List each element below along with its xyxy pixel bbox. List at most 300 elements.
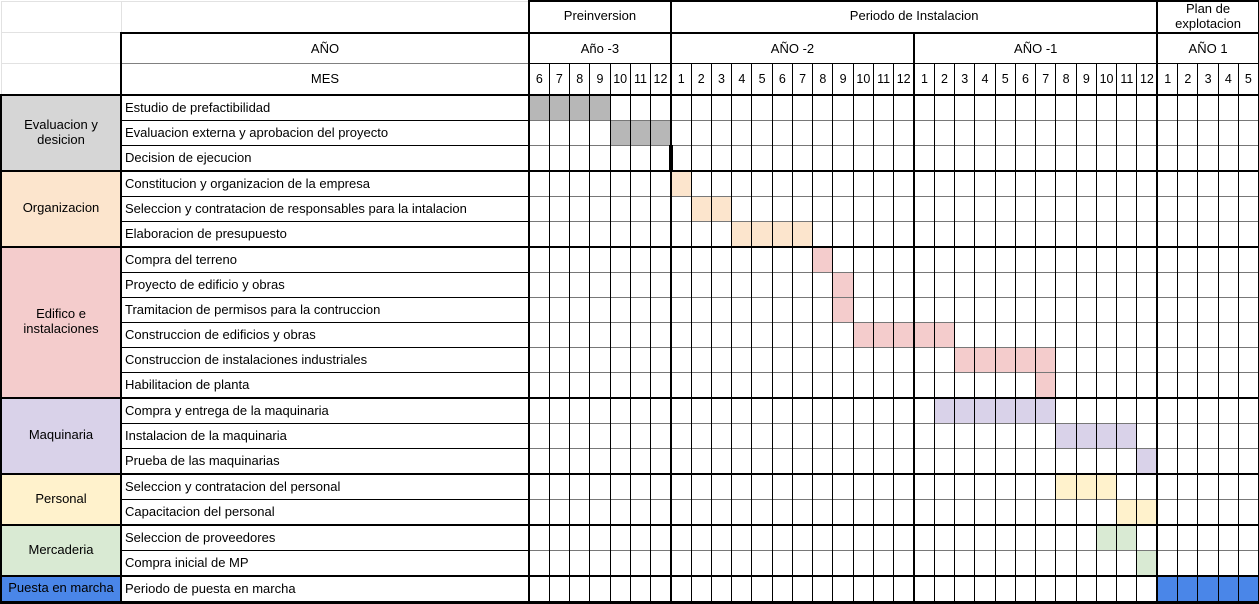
grid-cell	[772, 576, 792, 603]
grid-cell	[711, 550, 731, 576]
grid-cell	[691, 398, 711, 424]
grid-cell	[833, 372, 853, 398]
grid-cell	[1015, 120, 1035, 145]
grid-cell	[975, 297, 995, 322]
grid-cell	[711, 322, 731, 347]
grid-cell	[711, 525, 731, 551]
month-header: 9	[1076, 63, 1096, 95]
grid-cell	[1036, 297, 1056, 322]
grid-cell	[1218, 372, 1238, 398]
gantt-bar-cell	[691, 196, 711, 221]
year-header: Año -3	[529, 33, 671, 64]
grid-cell	[1036, 550, 1056, 576]
grid-cell	[732, 448, 752, 474]
month-header: 12	[894, 63, 914, 95]
grid-cell	[590, 221, 610, 247]
grid-cell	[772, 297, 792, 322]
grid-cell	[1015, 550, 1035, 576]
gantt-bar-cell	[1096, 525, 1116, 551]
grid-cell	[1036, 145, 1056, 171]
grid-cell	[590, 499, 610, 525]
grid-cell	[651, 423, 671, 448]
grid-cell	[995, 196, 1015, 221]
grid-cell	[732, 576, 752, 603]
grid-cell	[1117, 95, 1137, 121]
grid-cell	[610, 474, 630, 500]
grid-cell	[1036, 272, 1056, 297]
grid-cell	[610, 372, 630, 398]
grid-cell	[874, 297, 894, 322]
grid-cell	[914, 145, 934, 171]
grid-cell	[874, 171, 894, 197]
grid-cell	[833, 322, 853, 347]
grid-cell	[975, 247, 995, 273]
grid-cell	[711, 247, 731, 273]
grid-cell	[1096, 120, 1116, 145]
grid-cell	[792, 474, 812, 500]
grid-cell	[630, 171, 650, 197]
grid-cell	[1076, 550, 1096, 576]
grid-cell	[874, 423, 894, 448]
month-header: 9	[833, 63, 853, 95]
month-header: 5	[995, 63, 1015, 95]
gantt-bar-cell	[1117, 499, 1137, 525]
grid-cell	[1096, 171, 1116, 197]
grid-cell	[1056, 499, 1076, 525]
grid-cell	[894, 525, 914, 551]
grid-cell	[732, 550, 752, 576]
grid-cell	[529, 120, 549, 145]
gantt-bar-cell	[813, 247, 833, 273]
grid-cell	[894, 120, 914, 145]
grid-cell	[1137, 576, 1157, 603]
grid-cell	[1036, 576, 1056, 603]
grid-cell	[570, 221, 590, 247]
gantt-bar-cell	[1178, 576, 1198, 603]
grid-cell	[1117, 247, 1137, 273]
grid-cell	[1157, 120, 1177, 145]
grid-cell	[1117, 221, 1137, 247]
category-cell: Edifico e instalaciones	[1, 247, 121, 398]
grid-cell	[732, 95, 752, 121]
grid-cell	[1056, 297, 1076, 322]
grid-cell	[1137, 120, 1157, 145]
grid-cell	[651, 576, 671, 603]
grid-cell	[1178, 221, 1198, 247]
grid-cell	[671, 196, 691, 221]
grid-cell	[610, 423, 630, 448]
grid-cell	[1076, 196, 1096, 221]
grid-cell	[792, 499, 812, 525]
category-cell: Personal	[1, 474, 121, 525]
grid-cell	[813, 423, 833, 448]
grid-cell	[772, 171, 792, 197]
grid-cell	[853, 145, 873, 171]
grid-cell	[651, 499, 671, 525]
grid-cell	[1015, 576, 1035, 603]
grid-cell	[752, 550, 772, 576]
task-label-cell: Seleccion de proveedores	[121, 525, 529, 551]
grid-cell	[671, 398, 691, 424]
grid-cell	[1117, 398, 1137, 424]
grid-cell	[752, 499, 772, 525]
grid-cell	[874, 525, 894, 551]
grid-cell	[590, 448, 610, 474]
grid-cell	[975, 322, 995, 347]
gantt-bar-cell	[1036, 347, 1056, 372]
grid-cell	[610, 398, 630, 424]
grid-cell	[813, 322, 833, 347]
grid-cell	[955, 95, 975, 121]
grid-cell	[630, 347, 650, 372]
grid-cell	[894, 474, 914, 500]
grid-cell	[995, 423, 1015, 448]
gantt-bar-cell	[630, 120, 650, 145]
grid-cell	[671, 525, 691, 551]
grid-cell	[1137, 171, 1157, 197]
grid-cell	[590, 120, 610, 145]
grid-cell	[671, 347, 691, 372]
grid-cell	[955, 120, 975, 145]
grid-cell	[813, 145, 833, 171]
grid-cell	[1238, 423, 1258, 448]
grid-cell	[1178, 272, 1198, 297]
grid-cell	[1157, 171, 1177, 197]
grid-cell	[1238, 550, 1258, 576]
grid-cell	[610, 221, 630, 247]
grid-cell	[752, 474, 772, 500]
grid-cell	[732, 525, 752, 551]
grid-cell	[752, 247, 772, 273]
grid-cell	[549, 474, 569, 500]
grid-cell	[1076, 171, 1096, 197]
grid-cell	[772, 474, 792, 500]
grid-cell	[529, 550, 549, 576]
task-label-cell: Seleccion y contratacion de responsables para la intalacion	[121, 196, 529, 221]
grid-cell	[1157, 499, 1177, 525]
grid-cell	[853, 95, 873, 121]
grid-cell	[1096, 347, 1116, 372]
grid-cell	[570, 448, 590, 474]
grid-cell	[833, 120, 853, 145]
grid-cell	[934, 347, 954, 372]
grid-cell	[549, 145, 569, 171]
gantt-bar-cell	[995, 398, 1015, 424]
grid-cell	[752, 372, 772, 398]
grid-cell	[732, 322, 752, 347]
grid-cell	[1056, 120, 1076, 145]
grid-cell	[1178, 474, 1198, 500]
month-header: 9	[590, 63, 610, 95]
gantt-bar-cell	[1076, 474, 1096, 500]
month-header: 10	[1096, 63, 1116, 95]
grid-cell	[1056, 196, 1076, 221]
grid-cell	[651, 247, 671, 273]
grid-cell	[1015, 247, 1035, 273]
grid-cell	[549, 499, 569, 525]
grid-cell	[934, 372, 954, 398]
gantt-bar-cell	[610, 120, 630, 145]
grid-cell	[529, 398, 549, 424]
grid-cell	[630, 423, 650, 448]
grid-cell	[894, 247, 914, 273]
task-label-cell: Periodo de puesta en marcha	[121, 576, 529, 603]
grid-cell	[590, 247, 610, 273]
grid-cell	[894, 95, 914, 121]
grid-cell	[975, 120, 995, 145]
grid-cell	[1117, 297, 1137, 322]
task-label-cell: Constitucion y organizacion de la empresa	[121, 171, 529, 197]
grid-cell	[1137, 196, 1157, 221]
grid-cell	[691, 550, 711, 576]
grid-cell	[833, 550, 853, 576]
grid-cell	[1056, 221, 1076, 247]
grid-cell	[874, 550, 894, 576]
grid-cell	[914, 448, 934, 474]
grid-cell	[914, 196, 934, 221]
grid-cell	[792, 322, 812, 347]
grid-cell	[1096, 372, 1116, 398]
grid-cell	[711, 95, 731, 121]
gantt-bar-cell	[934, 398, 954, 424]
grid-cell	[914, 221, 934, 247]
grid-cell	[1076, 322, 1096, 347]
grid-cell	[853, 221, 873, 247]
grid-cell	[1157, 474, 1177, 500]
grid-cell	[813, 499, 833, 525]
grid-cell	[1178, 247, 1198, 273]
grid-cell	[630, 525, 650, 551]
grid-cell	[1015, 95, 1035, 121]
grid-cell	[975, 272, 995, 297]
grid-cell	[772, 145, 792, 171]
grid-cell	[813, 272, 833, 297]
grid-cell	[570, 297, 590, 322]
grid-cell	[1157, 145, 1177, 171]
grid-cell	[975, 221, 995, 247]
grid-cell	[813, 347, 833, 372]
grid-cell	[671, 550, 691, 576]
task-label-cell: Evaluacion externa y aprobacion del proyecto	[121, 120, 529, 145]
grid-cell	[1238, 474, 1258, 500]
grid-cell	[1076, 272, 1096, 297]
grid-cell	[1157, 398, 1177, 424]
grid-cell	[874, 576, 894, 603]
grid-cell	[1178, 499, 1198, 525]
grid-cell	[1076, 221, 1096, 247]
grid-cell	[549, 221, 569, 247]
grid-cell	[752, 398, 772, 424]
grid-cell	[792, 398, 812, 424]
grid-cell	[1178, 347, 1198, 372]
grid-cell	[1015, 448, 1035, 474]
grid-cell	[975, 95, 995, 121]
grid-cell	[1015, 196, 1035, 221]
grid-cell	[955, 247, 975, 273]
grid-cell	[772, 322, 792, 347]
grid-cell	[894, 347, 914, 372]
grid-cell	[590, 272, 610, 297]
grid-cell	[995, 499, 1015, 525]
grid-cell	[813, 525, 833, 551]
grid-cell	[914, 398, 934, 424]
grid-cell	[590, 576, 610, 603]
grid-cell	[813, 221, 833, 247]
grid-cell	[1096, 196, 1116, 221]
task-label-cell: Decision de ejecucion	[121, 145, 529, 171]
grid-cell	[813, 95, 833, 121]
grid-cell	[995, 145, 1015, 171]
gantt-bar-cell	[934, 322, 954, 347]
grid-cell	[691, 221, 711, 247]
grid-cell	[711, 272, 731, 297]
grid-cell	[1096, 145, 1116, 171]
grid-cell	[630, 448, 650, 474]
gantt-bar-cell	[651, 120, 671, 145]
grid-cell	[1117, 347, 1137, 372]
grid-cell	[1157, 221, 1177, 247]
grid-cell	[995, 372, 1015, 398]
task-label-cell: Construccion de edificios y obras	[121, 322, 529, 347]
grid-cell	[711, 145, 731, 171]
task-label-cell: Tramitacion de permisos para la contruccion	[121, 297, 529, 322]
month-header: 7	[1036, 63, 1056, 95]
grid-cell	[651, 221, 671, 247]
grid-cell	[1096, 247, 1116, 273]
grid-cell	[732, 474, 752, 500]
grid-cell	[1198, 272, 1218, 297]
grid-cell	[853, 550, 873, 576]
grid-cell	[752, 322, 772, 347]
category-cell: Mercaderia	[1, 525, 121, 576]
grid-cell	[792, 171, 812, 197]
grid-cell	[711, 474, 731, 500]
grid-cell	[792, 145, 812, 171]
gantt-bar-cell	[1137, 550, 1157, 576]
grid-cell	[1036, 474, 1056, 500]
grid-cell	[792, 525, 812, 551]
grid-cell	[691, 95, 711, 121]
grid-cell	[1178, 196, 1198, 221]
grid-cell	[1056, 171, 1076, 197]
month-header: 10	[610, 63, 630, 95]
grid-cell	[874, 398, 894, 424]
month-header: 8	[1056, 63, 1076, 95]
grid-cell	[1198, 120, 1218, 145]
task-label-cell: Elaboracion de presupuesto	[121, 221, 529, 247]
gantt-bar-cell	[1015, 398, 1035, 424]
grid-cell	[934, 499, 954, 525]
grid-cell	[590, 372, 610, 398]
grid-cell	[630, 372, 650, 398]
grid-cell	[975, 525, 995, 551]
grid-cell	[1198, 247, 1218, 273]
grid-cell	[772, 499, 792, 525]
grid-cell	[1036, 448, 1056, 474]
grid-cell	[752, 120, 772, 145]
grid-cell	[934, 297, 954, 322]
grid-cell	[651, 145, 671, 171]
grid-cell	[651, 372, 671, 398]
grid-cell	[651, 171, 671, 197]
grid-cell	[874, 499, 894, 525]
grid-cell	[570, 474, 590, 500]
grid-cell	[630, 272, 650, 297]
grid-cell	[813, 550, 833, 576]
grid-cell	[853, 347, 873, 372]
grid-cell	[671, 322, 691, 347]
grid-cell	[671, 95, 691, 121]
grid-cell	[1036, 423, 1056, 448]
grid-cell	[671, 448, 691, 474]
grid-cell	[792, 196, 812, 221]
grid-cell	[671, 247, 691, 273]
gantt-bar-cell	[833, 272, 853, 297]
grid-cell	[1076, 297, 1096, 322]
grid-cell	[1117, 550, 1137, 576]
month-header: 4	[732, 63, 752, 95]
grid-cell	[995, 322, 1015, 347]
grid-cell	[934, 95, 954, 121]
gantt-bar-cell	[1198, 576, 1218, 603]
grid-cell	[549, 448, 569, 474]
grid-cell	[1218, 196, 1238, 221]
grid-cell	[1036, 247, 1056, 273]
grid-cell	[1076, 247, 1096, 273]
month-header: 2	[1178, 63, 1198, 95]
grid-cell	[1137, 322, 1157, 347]
grid-cell	[549, 550, 569, 576]
grid-cell	[1178, 322, 1198, 347]
grid-cell	[691, 448, 711, 474]
grid-cell	[853, 171, 873, 197]
grid-cell	[651, 550, 671, 576]
grid-cell	[874, 474, 894, 500]
gantt-bar-cell	[1096, 474, 1116, 500]
period-header: Plan de explotacion	[1157, 1, 1258, 33]
grid-cell	[1238, 196, 1258, 221]
grid-cell	[1238, 95, 1258, 121]
grid-cell	[792, 247, 812, 273]
grid-cell	[1178, 171, 1198, 197]
grid-cell	[955, 322, 975, 347]
grid-cell	[1198, 196, 1218, 221]
grid-cell	[813, 171, 833, 197]
grid-cell	[975, 423, 995, 448]
grid-cell	[1117, 196, 1137, 221]
grid-cell	[1218, 322, 1238, 347]
task-label-cell: Proyecto de edificio y obras	[121, 272, 529, 297]
grid-cell	[1178, 398, 1198, 424]
grid-cell	[691, 372, 711, 398]
grid-cell	[691, 474, 711, 500]
gantt-bar-cell	[792, 221, 812, 247]
grid-cell	[549, 322, 569, 347]
year-row-label: AÑO	[121, 33, 529, 64]
milestone-cell	[671, 145, 691, 171]
gantt-bar-cell	[833, 297, 853, 322]
grid-cell	[691, 322, 711, 347]
grid-cell	[610, 576, 630, 603]
grid-cell	[914, 272, 934, 297]
month-header: 11	[1117, 63, 1137, 95]
grid-cell	[914, 95, 934, 121]
grid-cell	[732, 423, 752, 448]
gantt-bar-cell	[1117, 423, 1137, 448]
grid-cell	[853, 196, 873, 221]
grid-cell	[671, 576, 691, 603]
grid-cell	[711, 221, 731, 247]
